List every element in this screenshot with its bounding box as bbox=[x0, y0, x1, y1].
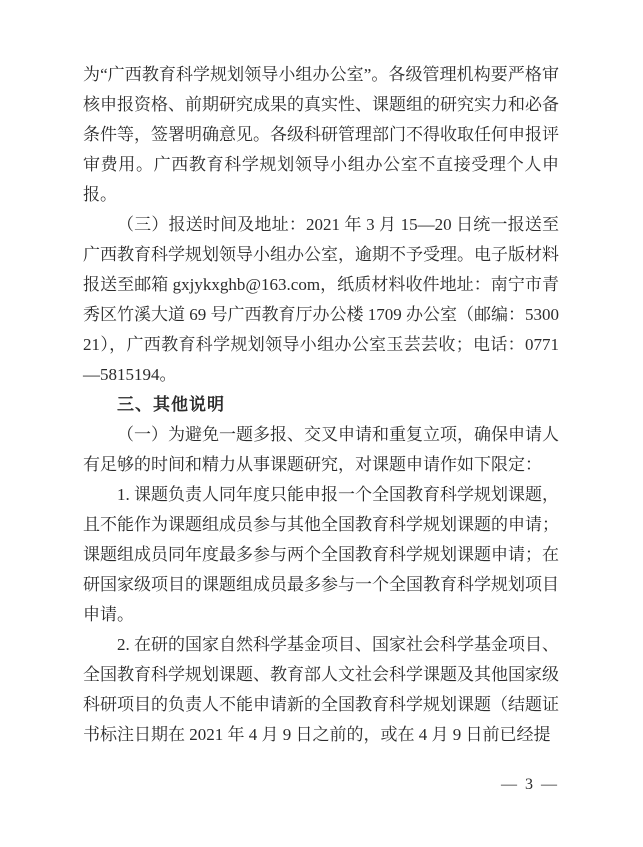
paragraph-rule-1: 1. 课题负责人同年度只能申报一个全国教育科学规划课题，且不能作为课题组成员参与其他全国教育科学规划课题的申请；课题组成员同年度最多参与两个全国教育科学规划课题申请；在研国家级项目的课题组成员最多参与一个全国教育科学规划项目申请。 bbox=[83, 485, 559, 624]
paragraph-continuation: 为“广西教育科学规划领导小组办公室”。各级管理机构要严格审核申报资格、前期研究成果的真实性、课题组的研究实力和必备条件等，签署明确意见。各级科研管理部门不得收取任何申报评审费用。广西教育科学规划领导小组办公室不直接受理个人申报。 bbox=[83, 65, 559, 204]
paragraph-rule-2: 2. 在研的国家自然科学基金项目、国家社会科学基金项目、全国教育科学规划课题、教育部人文社会科学课题及其他国家级科研项目的负责人不能申请新的全国教育科学规划课题（结题证书标注日期在 2021 年 4 月 9 日之前的，或在 4 月 9 日前已经提 bbox=[83, 635, 559, 744]
paragraph-submission-time-address: （三）报送时间及地址：2021 年 3 月 15—20 日统一报送至广西教育科学规划领导小组办公室，逾期不予受理。电子版材料报送至邮箱 gxjykxghb@163.com，纸质材料收件地址：南宁市青秀区竹溪大道 69 号广西教育厅办公楼 1709 办公室（邮编：530021），广西教育科学规划领导小组办公室玉芸芸收；电话：0771—5815194。 bbox=[83, 215, 559, 384]
document-body bbox=[83, 60, 559, 750]
paragraph-restriction-intro: （一）为避免一题多报、交叉申请和重复立项，确保申请人有足够的时间和精力从事课题研究，对课题申请作如下限定： bbox=[83, 425, 559, 474]
page-number: — 3 — bbox=[501, 776, 559, 793]
section-heading-other-notes: 三、其他说明 bbox=[117, 395, 225, 414]
